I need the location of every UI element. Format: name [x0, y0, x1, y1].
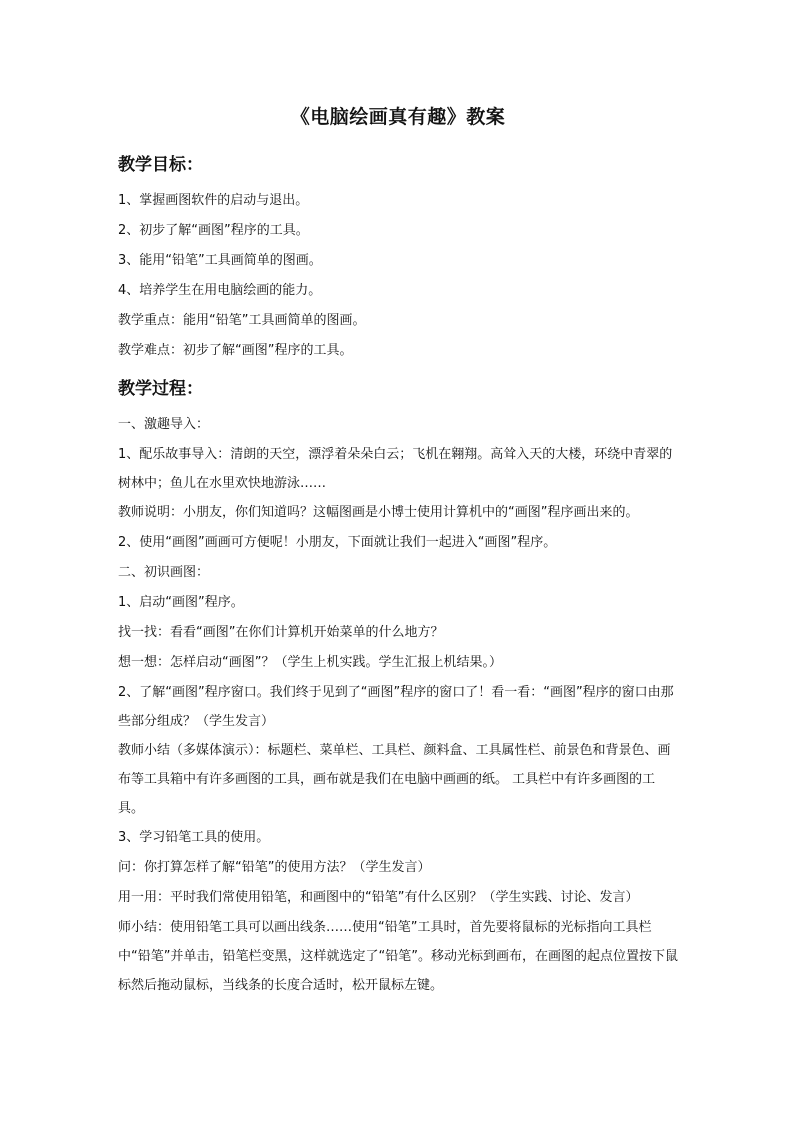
- process-paragraph: 1、配乐故事导入：清朗的天空，漂浮着朵朵白云；飞机在翱翔。高耸入天的大楼，环绕中青翠的树林中；鱼儿在水里欢快地游泳……: [118, 447, 673, 491]
- process-paragraph: 1、启动“画图”程序。: [118, 595, 244, 610]
- process-paragraph: 想一想：怎样启动“画图”？（学生上机实践。学生汇报上机结果。）: [118, 655, 502, 670]
- process-paragraph: 问：你打算怎样了解“铅笔”的使用方法？（学生发言）: [118, 860, 431, 875]
- process-paragraph: 2、使用“画图”画画可方便呢！小朋友，下面就让我们一起进入“画图”程序。: [118, 535, 557, 550]
- process-paragraph: 二、初识画图：: [118, 565, 210, 580]
- section-heading-objectives: 教学目标：: [118, 155, 203, 175]
- process-paragraph: 师小结：使用铅笔工具可以画出线条……使用“铅笔”工具时，首先要将鼠标的光标指向工具栏中“铅笔”并单击，铅笔栏变黑，这样就选定了“铅笔”。移动光标到画布，在画图的起点位置按下鼠标然后拖动鼠标，当线条的长度合适时，松开鼠标左键。: [118, 920, 678, 993]
- process-paragraph: 3、学习铅笔工具的使用。: [118, 830, 270, 845]
- process-paragraph: 2、了解“画图”程序窗口。我们终于见到了“画图”程序的窗口了！看一看：“画图”程序的窗口由那些部分组成？（学生发言）: [118, 685, 674, 729]
- process-paragraph: 教师小结（多媒体演示）：标题栏、菜单栏、工具栏、颜料盒、工具属性栏、前景色和背景色、画布等工具箱中有许多画图的工具，画布就是我们在电脑中画画的纸。 工具栏中有许多画图的工具。: [118, 743, 671, 816]
- process-paragraph: 找一找：看看“画图”在你们计算机开始菜单的什么地方？: [118, 625, 444, 640]
- process-paragraph: 用一用：平时我们常使用铅笔，和画图中的“铅笔”有什么区别？（学生实践、讨论、发言）: [118, 890, 639, 905]
- objective-item: 1、掌握画图软件的启动与退出。: [118, 193, 309, 208]
- key-point: 教学重点：能用“铅笔”工具画简单的图画。: [118, 313, 366, 328]
- document-title: 《电脑绘画真有趣》教案: [290, 106, 506, 128]
- difficult-point: 教学难点：初步了解“画图”程序的工具。: [118, 343, 353, 358]
- process-paragraph: 教师说明：小朋友，你们知道吗？这幅图画是小博士使用计算机中的“画图”程序画出来的。: [118, 505, 639, 520]
- section-heading-process: 教学过程：: [118, 379, 203, 399]
- document-body: [118, 100, 678, 1000]
- objective-item: 4、培养学生在用电脑绘画的能力。: [118, 283, 322, 298]
- objective-item: 2、初步了解“画图”程序的工具。: [118, 223, 309, 238]
- objective-item: 3、能用“铅笔”工具画简单的图画。: [118, 253, 322, 268]
- process-paragraph: 一、激趣导入：: [118, 417, 210, 432]
